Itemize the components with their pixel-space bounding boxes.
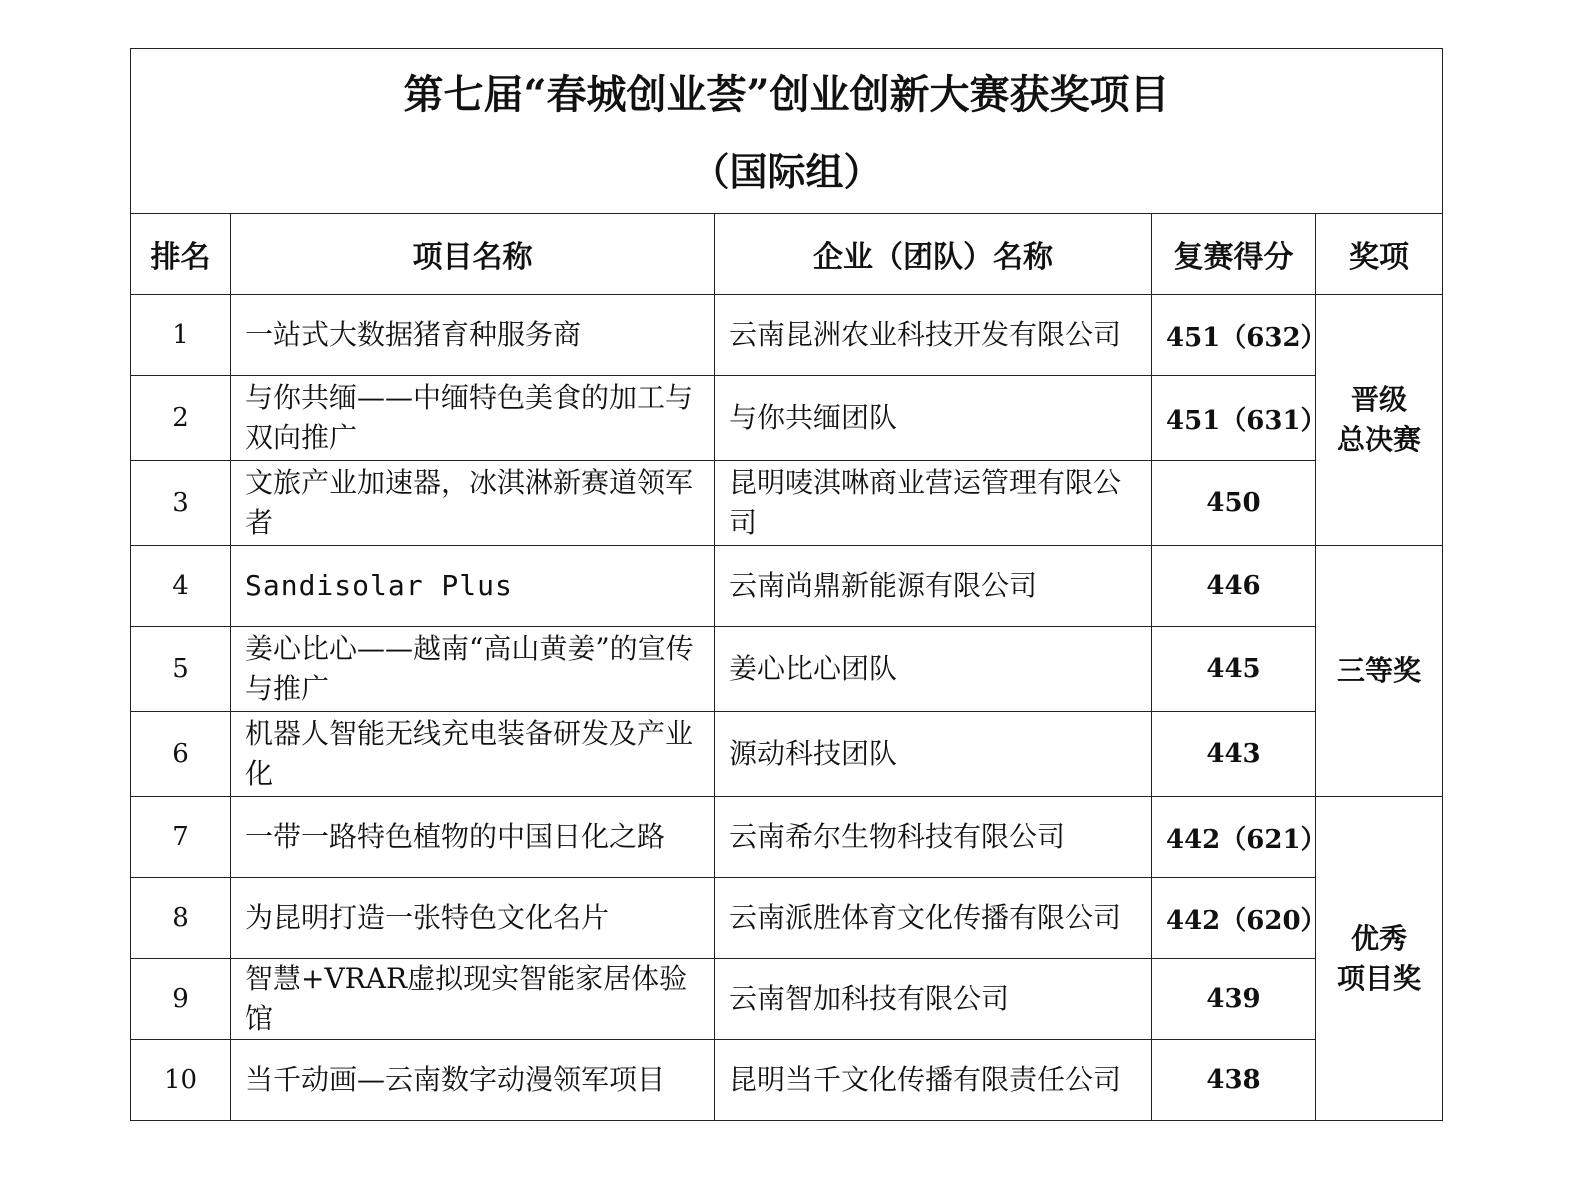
table-row — [131, 627, 1443, 712]
header-score: 复赛得分 — [1152, 214, 1316, 295]
table-row — [131, 546, 1443, 627]
header-project-name: 项目名称 — [231, 214, 715, 295]
table-row — [131, 376, 1443, 461]
project-name-cell: 为昆明打造一张特色文化名片 — [231, 878, 715, 959]
table-row — [131, 461, 1443, 546]
award-cell-advance-final — [1316, 295, 1443, 546]
rank-cell: 5 — [131, 627, 231, 712]
table-row — [131, 712, 1443, 797]
company-name-cell: 姜心比心团队 — [715, 627, 1152, 712]
award-document — [130, 48, 1442, 1121]
score-cell: 442（621） — [1152, 797, 1316, 878]
score-cell: 443 — [1152, 712, 1316, 797]
project-name-cell: Sandisolar Plus — [231, 546, 715, 627]
table-row — [131, 1040, 1443, 1121]
rank-cell: 4 — [131, 546, 231, 627]
project-name-cell: 与你共缅——中缅特色美食的加工与双向推广 — [231, 376, 715, 461]
score-cell: 446 — [1152, 546, 1316, 627]
project-name-cell: 一带一路特色植物的中国日化之路 — [231, 797, 715, 878]
award-label-line2: 总决赛 — [1337, 423, 1422, 456]
rank-cell: 9 — [131, 959, 231, 1040]
award-cell-excellent-project — [1316, 797, 1443, 1121]
project-name-cell: 姜心比心——越南“高山黄姜”的宣传与推广 — [231, 627, 715, 712]
company-name-cell: 云南智加科技有限公司 — [715, 959, 1152, 1040]
company-name-cell: 与你共缅团队 — [715, 376, 1152, 461]
project-name-cell: 当千动画—云南数字动漫领军项目 — [231, 1040, 715, 1121]
award-label-line1: 优秀 — [1351, 921, 1408, 955]
score-cell: 450 — [1152, 461, 1316, 546]
rank-cell: 10 — [131, 1040, 231, 1121]
award-label-line2: 项目奖 — [1337, 961, 1422, 995]
project-name-cell: 文旅产业加速器，冰淇淋新赛道领军者 — [231, 461, 715, 546]
award-cell-third-prize — [1316, 546, 1443, 797]
company-name-cell: 云南希尔生物科技有限公司 — [715, 797, 1152, 878]
score-cell: 451（631） — [1152, 376, 1316, 461]
page-title: 第七届“春城创业荟”创业创新大赛获奖项目 — [403, 71, 1170, 118]
table-row — [131, 797, 1443, 878]
company-name-cell: 昆明唛淇啉商业营运管理有限公司 — [715, 461, 1152, 546]
score-cell: 438 — [1152, 1040, 1316, 1121]
score-cell: 445 — [1152, 627, 1316, 712]
header-company-name: 企业（团队）名称 — [715, 214, 1152, 295]
title-cell — [131, 49, 1443, 214]
table-row — [131, 878, 1443, 959]
score-cell: 442（620） — [1152, 878, 1316, 959]
score-cell: 439 — [1152, 959, 1316, 1040]
score-cell: 451（632） — [1152, 295, 1316, 376]
project-name-cell: 机器人智能无线充电装备研发及产业化 — [231, 712, 715, 797]
award-label-line1: 晋级 — [1351, 383, 1408, 416]
page-subtitle: （国际组） — [691, 149, 882, 194]
rank-cell: 8 — [131, 878, 231, 959]
rank-cell: 7 — [131, 797, 231, 878]
award-label-line1: 三等奖 — [1337, 654, 1422, 687]
header-row — [131, 214, 1443, 295]
company-name-cell: 云南昆洲农业科技开发有限公司 — [715, 295, 1152, 376]
rank-cell: 2 — [131, 376, 231, 461]
header-rank: 排名 — [131, 214, 231, 295]
project-name-cell: 智慧+VRAR虚拟现实智能家居体验馆 — [231, 959, 715, 1040]
rank-cell: 3 — [131, 461, 231, 546]
company-name-cell: 源动科技团队 — [715, 712, 1152, 797]
header-award: 奖项 — [1316, 214, 1443, 295]
table-row — [131, 959, 1443, 1040]
rank-cell: 1 — [131, 295, 231, 376]
project-name-cell: 一站式大数据猪育种服务商 — [231, 295, 715, 376]
rank-cell: 6 — [131, 712, 231, 797]
awards-table — [130, 48, 1443, 1121]
company-name-cell: 云南尚鼎新能源有限公司 — [715, 546, 1152, 627]
company-name-cell: 昆明当千文化传播有限责任公司 — [715, 1040, 1152, 1121]
table-row — [131, 295, 1443, 376]
company-name-cell: 云南派胜体育文化传播有限公司 — [715, 878, 1152, 959]
